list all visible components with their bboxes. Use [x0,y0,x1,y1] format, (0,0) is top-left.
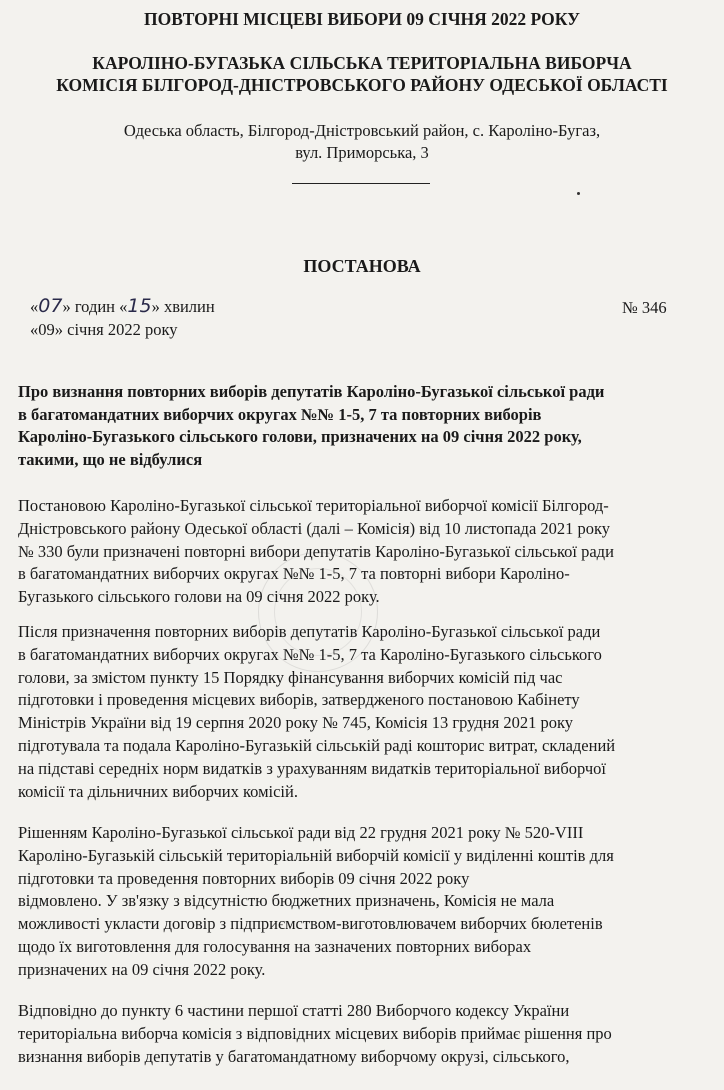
document-number: № 346 [622,298,667,317]
text-line: Відповідно до пункту 6 частини першої статті 280 Виборчого кодексу України [18,1001,570,1020]
text-line: визнання виборів депутатів у багатомандатному виборчому окрузі, сільського, [18,1046,570,1066]
subject-line: такими, що не відбулися [18,449,203,469]
text-line: підготовки та проведення повторних виборів 09 січня 2022 року [18,868,470,888]
paragraph-2 [18,621,708,803]
hours-value: 07 [38,295,63,317]
text-line: щодо їх виготовлення для голосування на зазначених повторних виборах [18,936,532,956]
text-line: призначених на 09 січня 2022 року. [18,959,266,979]
text-line: підготовки і проведення місцевих виборів, затвердженого постановою Кабінету [18,690,580,710]
paragraph-4 [18,1000,708,1068]
text-line: територіальна виборча комісія з відповідних місцевих виборів приймає рішення про [18,1023,612,1043]
subject-line: в багатомандатних виборчих округах №№ 1-5, 7 та повторних виборів [18,404,542,424]
subject-heading [18,381,708,471]
text-line: голови, за змістом пункту 15 Порядку фінансування виборчих комісій під час [18,667,563,687]
text-line: Кароліно-Бугазькій сільській територіальній виборчій комісії у виділенні коштів для [18,845,614,865]
text-line: Постановою Кароліно-Бугазької сільської територіальної виборчої комісії Білгород- [18,496,609,515]
text-line: можливості укласти договір з підприємством-виготовлювачем виборчих бюлетенів [18,914,603,934]
hours-label: годин [74,297,115,316]
paragraph-3 [18,822,708,982]
text-line: на підставі середніх норм видатків з урахуванням видатків територіальної виборчої [18,758,606,778]
subject-line: Про визнання повторних виборів депутатів Кароліно-Бугазької сільської ради [18,382,605,401]
text-line: Після призначення повторних виборів депутатів Кароліно-Бугазької сільської ради [18,622,601,641]
text-line: в багатомандатних виборчих округах №№ 1-5, 7 та повторні вибори Кароліно- [18,564,570,584]
minutes-label: хвилин [163,297,215,316]
text-line: підготувала та подала Кароліно-Бугазькій сільській раді кошторис витрат, складений [18,735,616,755]
text-line: комісії та дільничних виборчих комісій. [18,781,298,801]
address-line2: вул. Приморська, 3 [295,143,429,162]
election-title: ПОВТОРНІ МІСЦЕВІ ВИБОРИ 09 СІЧНЯ 2022 РОКУ [144,9,580,29]
commission-name-line2: КОМІСІЯ БІЛГОРОД-ДНІСТРОВСЬКОГО РАЙОНУ ОДЕСЬКОЇ ОБЛАСТІ [56,75,668,95]
text-line: в багатомандатних виборчих округах №№ 1-5, 7 та Кароліно-Бугазького сільського [18,644,602,664]
document-type: ПОСТАНОВА [303,256,421,276]
text-line: Дністровського району Одеської області (далі – Комісія) від 10 листопада 2021 року [18,518,611,538]
address-line1: Одеська область, Білгород-Дністровський район, с. Кароліно-Бугаз, [123,121,601,140]
minutes-value: 15 [127,295,152,317]
document-date: «09» січня 2022 року [30,320,178,339]
subject-line: Кароліно-Бугазького сільського голови, призначених на 09 січня 2022 року, [18,427,582,446]
text-line: № 330 були призначені повторні вибори депутатів Кароліно-Бугазької сільської ради [18,541,614,561]
time-line: «07» годин «15» хвилин [30,295,215,317]
header-divider [292,183,430,184]
text-line: Бугазького сільського голови на 09 січня 2022 року. [18,587,380,607]
text-line: відмовлено. У зв'язку з відсутністю бюджетних призначень, Комісія не мала [18,891,555,911]
ink-dot [577,192,580,195]
commission-name-line1: КАРОЛІНО-БУГАЗЬКА СІЛЬСЬКА ТЕРИТОРІАЛЬНА ВИБОРЧА [92,53,632,73]
paragraph-1 [18,495,708,609]
text-line: Міністрів України від 19 серпня 2020 року № 745, Комісія 13 грудня 2021 року [18,713,573,733]
text-line: Рішенням Кароліно-Бугазької сільської ради від 22 грудня 2021 року № 520-VIII [18,823,584,842]
